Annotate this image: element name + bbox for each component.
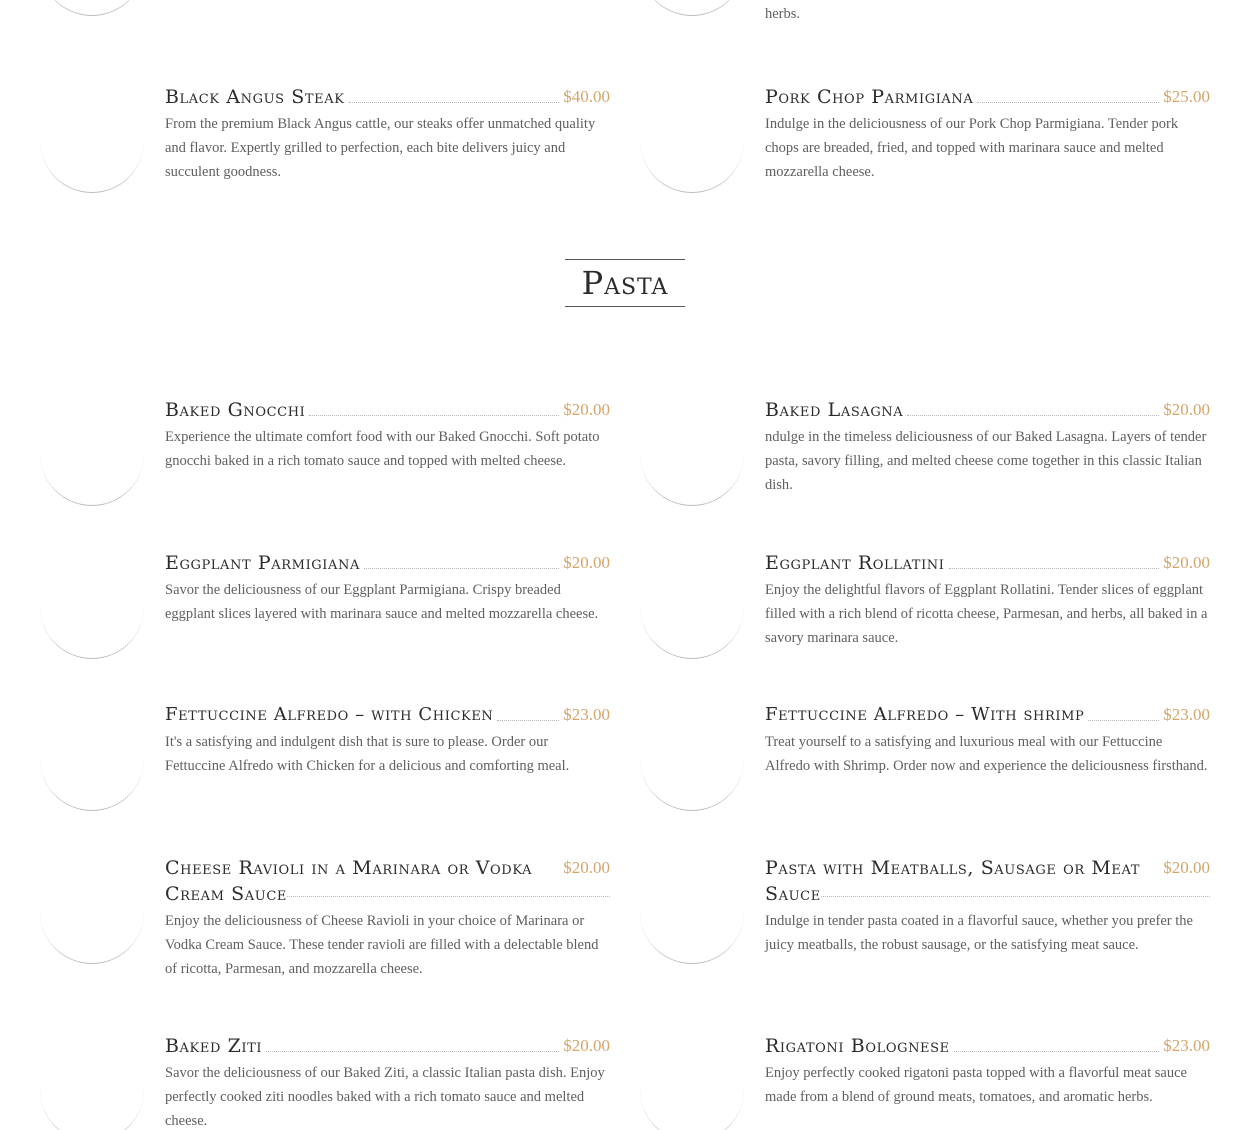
- dish-price: $25.00: [1163, 87, 1210, 106]
- dish-name: Rigatoni Bolognese: [765, 1035, 950, 1057]
- dish-image: [40, 0, 144, 16]
- dish-price: $20.00: [563, 858, 610, 877]
- dish-description: Indulge in the deliciousness of our Pork Chop Parmigiana. Tender pork chops are breaded, fried, and topped with marinara sauce and melted mozzarella cheese.: [765, 116, 1179, 180]
- dish-price: $20.00: [1163, 858, 1210, 877]
- dish-image: [640, 0, 744, 16]
- dish-description: Enjoy perfectly cooked rigatoni pasta topped with a flavorful meat sauce made from a blend of ground meats, tomatoes, and aromatic herbs.: [765, 1065, 1187, 1105]
- dish-name: Fettuccine Alfredo – With shrimp: [765, 704, 1085, 725]
- dish-image: [40, 89, 144, 193]
- dish-price: $20.00: [1163, 400, 1210, 419]
- dish-description: Experience the ultimate comfort food with our Baked Gnocchi. Soft potato gnocchi baked in a rich tomato sauce and topped with melted cheese.: [165, 429, 600, 469]
- dish-image: [40, 860, 144, 964]
- dish-price: $23.00: [563, 705, 610, 724]
- dish-name: Black Angus Steak: [165, 86, 345, 108]
- dish-image: [640, 1038, 744, 1130]
- dotted-leader: [497, 720, 559, 721]
- dotted-leader: [977, 102, 1159, 103]
- dish-name: Pork Chop Parmigiana: [765, 86, 974, 108]
- dish-name: Eggplant Rollatini: [765, 552, 945, 574]
- dish-description: ndulge in the timeless deliciousness of our Baked Lasagna. Layers of tender pasta, savory filling, and melted cheese come together in this classic Italian dish.: [765, 429, 1207, 493]
- dish-description: It's a satisfying and indulgent dish that is sure to please. Order our Fettuccine Alfredo with Chicken for a delicious and comforting meal.: [165, 734, 570, 774]
- dish-name: Baked Lasagna: [765, 399, 904, 421]
- dish-price: $20.00: [563, 400, 610, 419]
- dish-name: Cheese Ravioli in a Marinara or Vodka Cream Sauce: [165, 857, 533, 905]
- dish-description-partial: herbs.: [765, 6, 801, 22]
- dish-image: [640, 402, 744, 506]
- dish-image: [640, 707, 744, 811]
- dish-name: Fettuccine Alfredo – with Chicken: [165, 704, 494, 725]
- dish-name: Baked Gnocchi: [165, 399, 306, 421]
- dish-image: [640, 860, 744, 964]
- dotted-leader: [349, 102, 560, 103]
- dish-image: [40, 402, 144, 506]
- dish-name: Baked Ziti: [165, 1035, 263, 1057]
- dotted-leader: [287, 896, 610, 897]
- dotted-leader: [1088, 720, 1159, 721]
- dotted-leader: [954, 1051, 1160, 1052]
- dish-description: Savor the deliciousness of our Baked Ziti, a classic Italian pasta dish. Enjoy perfectly cooked ziti noodles baked with a rich tomato sauce and melted cheese.: [165, 1065, 605, 1129]
- dotted-leader: [907, 415, 1159, 416]
- dish-description: Enjoy the delightful flavors of Eggplant Rollatini. Tender slices of eggplant filled with a rich blend of ricotta cheese, Parmesan, and herbs, all baked in a savory marinara sauce.: [765, 582, 1208, 646]
- dish-description: Enjoy the deliciousness of Cheese Ravioli in your choice of Marinara or Vodka Cream Sauce. These tender ravioli are filled with a delectable blend of ricotta, Parmesan, and mozzarella cheese.: [165, 913, 599, 977]
- dish-price: $20.00: [1163, 553, 1210, 572]
- dish-description: Treat yourself to a satisfying and luxurious meal with our Fettuccine Alfredo with Shrimp. Order now and experience the deliciousness firsthand.: [765, 734, 1208, 774]
- dish-price: $40.00: [563, 87, 610, 106]
- dish-name: Pasta with Meatballs, Sausage or Meat Sauce: [765, 857, 1141, 905]
- dish-description: From the premium Black Angus cattle, our steaks offer unmatched quality and flavor. Expertly grilled to perfection, each bite delivers juicy and succulent goodness.: [165, 116, 596, 180]
- dish-description: Indulge in tender pasta coated in a flavorful sauce, whether you prefer the juicy meatballs, the robust sausage, or the satisfying meat sauce.: [765, 913, 1193, 953]
- dish-image: [40, 707, 144, 811]
- dish-name: Eggplant Parmigiana: [165, 552, 360, 574]
- section-title-pasta: Pasta: [565, 259, 685, 307]
- dotted-leader: [266, 1051, 559, 1052]
- dotted-leader: [821, 896, 1210, 897]
- dotted-leader: [949, 568, 1160, 569]
- dish-image: [640, 555, 744, 659]
- dish-image: [640, 89, 744, 193]
- dish-price: $20.00: [563, 553, 610, 572]
- dotted-leader: [309, 415, 559, 416]
- dish-price: $23.00: [1163, 705, 1210, 724]
- dish-description: Savor the deliciousness of our Eggplant Parmigiana. Crispy breaded eggplant slices layered with marinara sauce and melted mozzarella cheese.: [165, 582, 599, 622]
- dish-price: $23.00: [1163, 1036, 1210, 1055]
- dotted-leader: [364, 568, 559, 569]
- dish-price: $20.00: [563, 1036, 610, 1055]
- dish-image: [40, 555, 144, 659]
- dish-image: [40, 1038, 144, 1130]
